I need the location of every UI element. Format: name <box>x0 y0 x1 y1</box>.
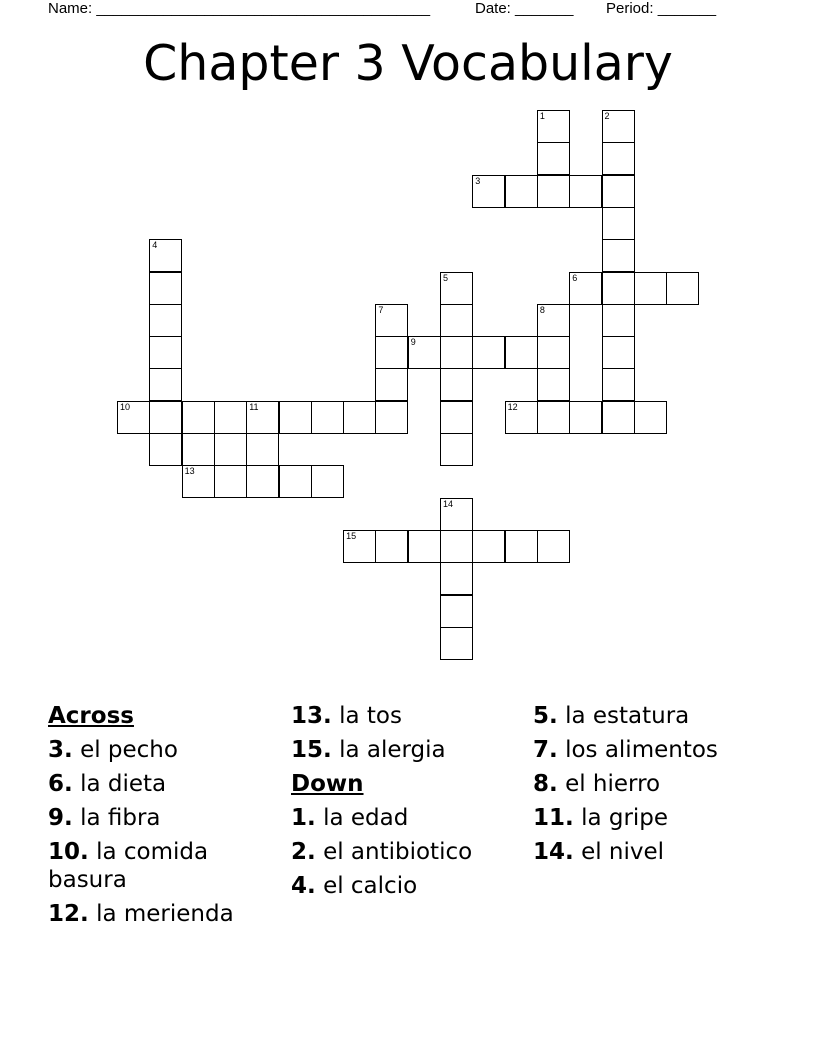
crossword-cell[interactable] <box>569 175 602 208</box>
clue-across-13: 13. la tos <box>291 703 402 729</box>
crossword-cell[interactable] <box>149 272 182 305</box>
crossword-cell[interactable] <box>343 530 376 563</box>
crossword-cell[interactable] <box>472 530 505 563</box>
clue-across-6: 6. la dieta <box>48 771 167 797</box>
crossword-cell[interactable] <box>214 465 247 498</box>
crossword-cell[interactable] <box>666 272 699 305</box>
crossword-cell[interactable] <box>375 530 408 563</box>
crossword-cell[interactable] <box>634 272 667 305</box>
clue-across-10: 10. la comida basura <box>48 839 209 893</box>
clue-column-3 <box>533 702 768 872</box>
down-heading: Down <box>291 771 364 797</box>
clue-number: 3 <box>475 175 481 186</box>
crossword-cell[interactable] <box>537 336 570 369</box>
crossword-cell[interactable] <box>440 368 473 401</box>
crossword-cell[interactable] <box>537 530 570 563</box>
crossword-cell[interactable] <box>311 465 344 498</box>
crossword-cell[interactable] <box>311 401 344 434</box>
clue-across-9: 9. la fibra <box>48 805 161 831</box>
crossword-cell[interactable] <box>375 336 408 369</box>
clue-down-4: 4. el calcio <box>291 873 418 899</box>
crossword-cell[interactable] <box>182 401 215 434</box>
clue-number: 10 <box>120 401 131 412</box>
clue-number: 11 <box>249 401 259 412</box>
crossword-cell[interactable] <box>472 336 505 369</box>
clue-column-1 <box>48 702 283 934</box>
crossword-cell[interactable] <box>602 207 635 240</box>
page-title: Chapter 3 Vocabulary <box>143 35 673 92</box>
clue-number: 9 <box>410 337 416 348</box>
crossword-cell[interactable] <box>505 336 538 369</box>
crossword-cell[interactable] <box>440 627 473 660</box>
crossword-cell[interactable] <box>602 175 635 208</box>
crossword-cell[interactable] <box>182 433 215 466</box>
clue-across-3: 3. el pecho <box>48 737 178 763</box>
crossword-cell[interactable] <box>117 401 150 434</box>
crossword-cell[interactable] <box>246 401 279 434</box>
clue-number: 13 <box>184 466 195 477</box>
crossword-cell[interactable] <box>149 401 182 434</box>
crossword-cell[interactable] <box>440 401 473 434</box>
crossword-cell[interactable] <box>440 433 473 466</box>
clue-number: 8 <box>539 304 545 315</box>
clue-number: 2 <box>604 111 610 121</box>
crossword-cell[interactable] <box>149 336 182 369</box>
across-heading: Across <box>48 703 134 729</box>
crossword-cell[interactable] <box>375 304 408 337</box>
clue-column-2 <box>291 702 526 906</box>
crossword-cell[interactable] <box>440 498 473 531</box>
clue-across-12: 12. la merienda <box>48 901 234 927</box>
date-field-label: Date: _______ <box>475 0 574 17</box>
crossword-cell[interactable] <box>214 433 247 466</box>
crossword-cell[interactable] <box>149 368 182 401</box>
clue-down-7: 7. los alimentos <box>533 737 718 763</box>
crossword-cell[interactable] <box>472 175 505 208</box>
crossword-cell[interactable] <box>149 433 182 466</box>
crossword-cell[interactable] <box>634 401 667 434</box>
clue-number: 12 <box>507 401 518 412</box>
crossword-cell[interactable] <box>537 142 570 175</box>
crossword-cell[interactable] <box>408 336 441 369</box>
crossword-cell[interactable] <box>505 530 538 563</box>
crossword-cell[interactable] <box>602 239 635 272</box>
crossword-cell[interactable] <box>602 142 635 175</box>
crossword-cell[interactable] <box>537 368 570 401</box>
crossword-cell[interactable] <box>440 336 473 369</box>
name-field-label: Name: ________________________________________ <box>48 0 431 17</box>
crossword-cell[interactable] <box>149 239 182 272</box>
clue-number: 6 <box>572 272 578 283</box>
crossword-cell[interactable] <box>279 401 312 434</box>
crossword-cell[interactable] <box>408 530 441 563</box>
crossword-cell[interactable] <box>375 401 408 434</box>
clue-number: 14 <box>443 498 454 509</box>
crossword-cell[interactable] <box>602 304 635 337</box>
clue-down-5: 5. la estatura <box>533 703 690 729</box>
clue-number: 1 <box>539 111 545 121</box>
crossword-cell[interactable] <box>537 175 570 208</box>
clue-down-1: 1. la edad <box>291 805 409 831</box>
crossword-cell[interactable] <box>440 595 473 628</box>
crossword-cell[interactable] <box>537 110 570 143</box>
crossword-cell[interactable] <box>440 272 473 305</box>
crossword-cell[interactable] <box>182 465 215 498</box>
clue-down-8: 8. el hierro <box>533 771 661 797</box>
crossword-cell[interactable] <box>246 433 279 466</box>
crossword-cell[interactable] <box>149 304 182 337</box>
crossword-cell[interactable] <box>279 465 312 498</box>
crossword-cell[interactable] <box>537 304 570 337</box>
crossword-cell[interactable] <box>602 368 635 401</box>
clue-number: 5 <box>443 272 449 283</box>
crossword-cell[interactable] <box>343 401 376 434</box>
crossword-cell[interactable] <box>246 465 279 498</box>
crossword-cell[interactable] <box>375 368 408 401</box>
crossword-cell[interactable] <box>440 562 473 595</box>
period-field-label: Period: _______ <box>606 0 717 17</box>
crossword-cell[interactable] <box>214 401 247 434</box>
crossword-cell[interactable] <box>602 336 635 369</box>
crossword-cell[interactable] <box>602 401 635 434</box>
clue-down-11: 11. la gripe <box>533 805 669 831</box>
crossword-cell[interactable] <box>602 110 635 143</box>
clue-across-15: 15. la alergia <box>291 737 446 763</box>
crossword-cell[interactable] <box>440 304 473 337</box>
crossword-cell[interactable] <box>537 401 570 434</box>
crossword-cell[interactable] <box>569 272 602 305</box>
clue-list <box>48 702 778 962</box>
clue-down-14: 14. el nivel <box>533 839 665 865</box>
clue-down-2: 2. el antibiotico <box>291 839 473 865</box>
clue-number: 15 <box>346 530 357 541</box>
clue-number: 7 <box>378 304 384 315</box>
clue-number: 4 <box>152 240 158 251</box>
crossword-cell[interactable] <box>569 401 602 434</box>
crossword-cell[interactable] <box>505 401 538 434</box>
crossword-cell[interactable] <box>505 175 538 208</box>
crossword-cell[interactable] <box>440 530 473 563</box>
crossword-cell[interactable] <box>602 272 635 305</box>
